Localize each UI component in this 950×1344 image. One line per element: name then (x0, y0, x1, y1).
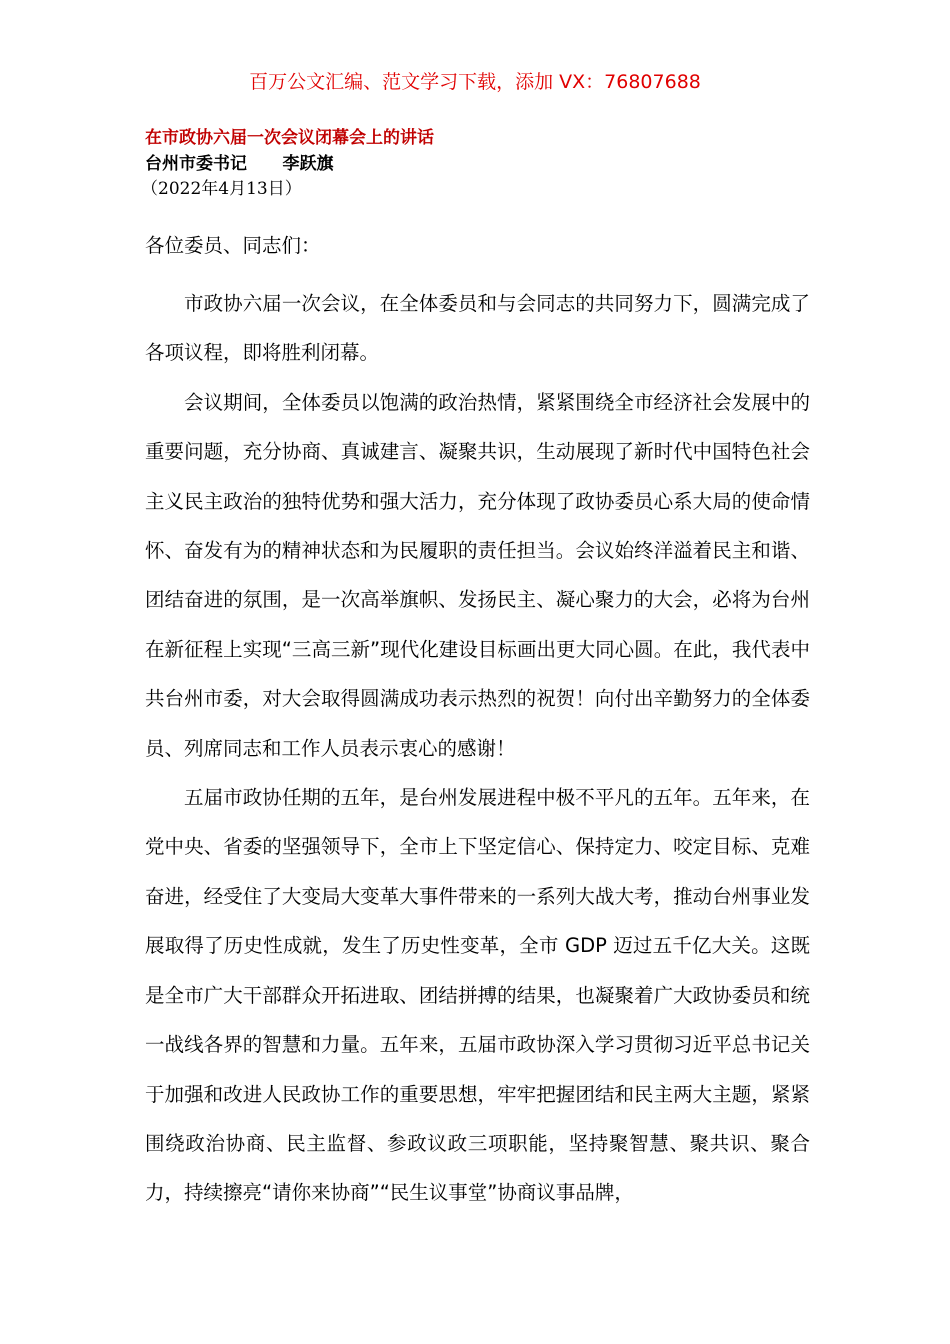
author-line: 台州市委书记 李跃旗 (145, 154, 334, 174)
salutation: 各位委员、同志们： (145, 234, 321, 257)
document-title: 在市政协六届一次会议闭幕会上的讲话 (145, 128, 434, 148)
paragraph: 市政协六届一次会议，在全体委员和与会同志的共同努力下，圆满完成了各项议程，即将胜利闭幕。 (145, 292, 810, 365)
speech-body (145, 279, 810, 1218)
paragraph: 五届市政协任期的五年，是台州发展进程中极不平凡的五年。五年来，在党中央、省委的坚强领导下，全市上下坚定信心、保持定力、咬定目标、克难奋进，经受住了大变局大变革大事件带来的一系列大战大考，推动台州事业发展取得了历史性成就，发生了历史性变革，全市 GDP 迈过五千亿大关。这既是全市广大干部群众开拓进取、团结拼搏的结果，也凝聚着广大政协委员和统一战线各界的智慧和力量。五年来，五届市政协深入学习贯彻习近平总书记关于加强和改进人民政协工作的重要思想，牢牢把握团结和民主两大主题，紧紧围绕政治协商、民主监督、参政议政三项职能，坚持聚智慧、聚共识、聚合力，持续擦亮“请你来协商”“民生议事堂”协商议事品牌， (145, 786, 810, 1205)
date-line: （2022年4月13日） (141, 179, 302, 199)
download-banner: 百万公文汇编、范文学习下载，添加 VX：76807688 (249, 71, 701, 93)
paragraph: 会议期间，全体委员以饱满的政治热情，紧紧围绕全市经济社会发展中的重要问题，充分协商、真诚建言、凝聚共识，生动展现了新时代中国特色社会主义民主政治的独特优势和强大活力，充分体现了政协委员心系大局的使命情怀、奋发有为的精神状态和为民履职的责任担当。会议始终洋溢着民主和谐、团结奋进的氛围，是一次高举旗帜、发扬民主、凝心聚力的大会，必将为台州在新征程上实现“三高三新”现代化建设目标画出更大同心圆。在此，我代表中共台州市委，对大会取得圆满成功表示热烈的祝贺！向付出辛勤努力的全体委员、列席同志和工作人员表示衷心的感谢！ (145, 390, 810, 760)
